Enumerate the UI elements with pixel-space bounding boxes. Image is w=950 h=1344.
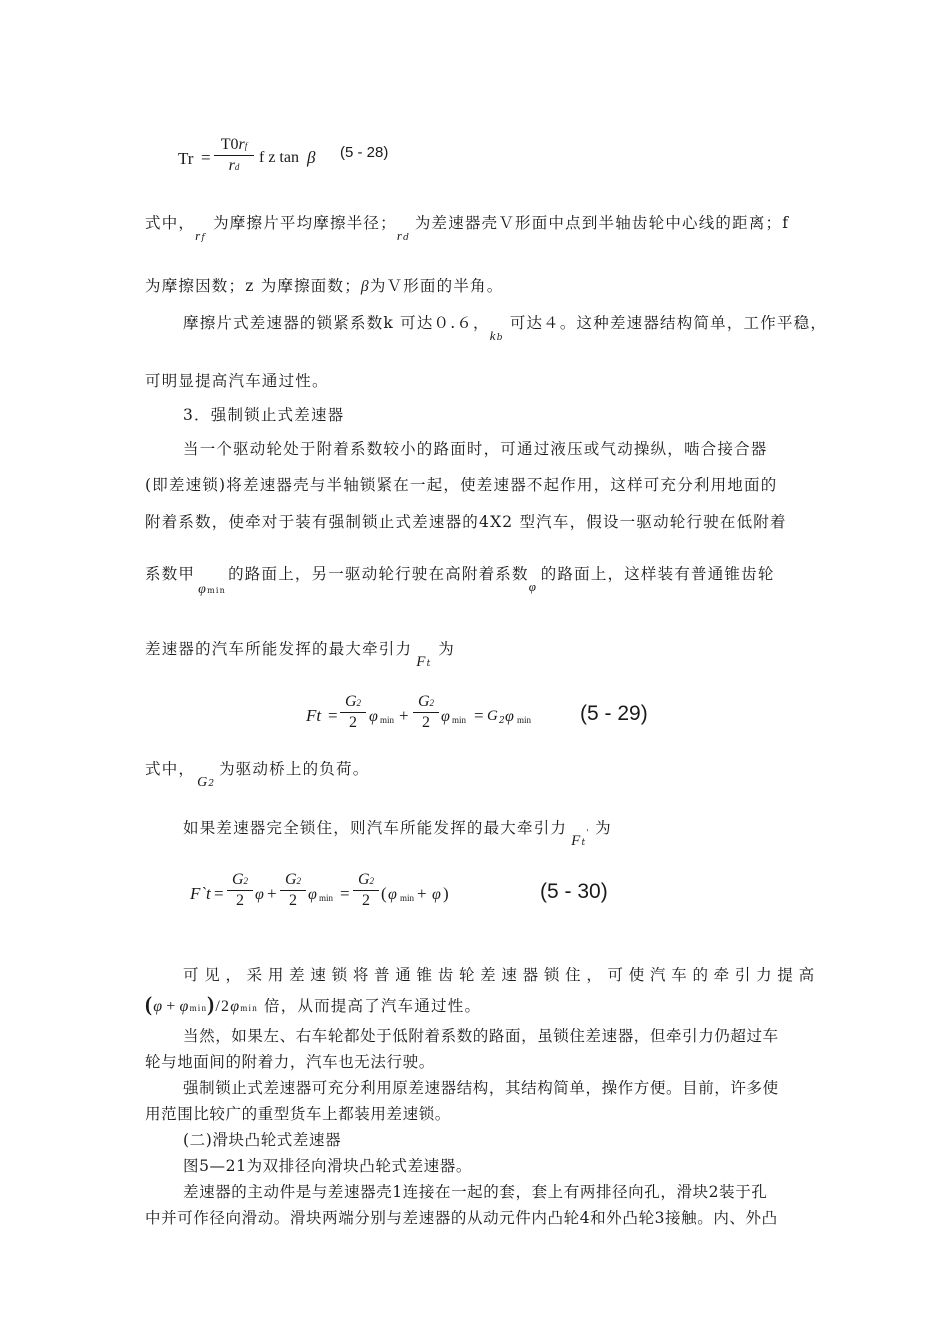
section-heading-3: 3．强制锁止式差速器 xyxy=(183,406,345,424)
eq30-frac2-bar xyxy=(280,890,306,891)
ft-sub: t xyxy=(426,659,432,669)
para9: 图5—21为双排径向滑块凸轮式差速器。 xyxy=(183,1157,472,1175)
phi-var: φ xyxy=(528,579,538,594)
eq29-min1: min xyxy=(380,715,395,725)
para3-line4 xyxy=(145,562,775,597)
phi-symbol xyxy=(529,577,541,595)
eq29-min2: min xyxy=(452,715,467,725)
eq30-frac1-bar xyxy=(227,890,253,891)
eq30-number: (5 - 30) xyxy=(540,880,608,903)
p4-text-a: 式中， xyxy=(145,760,196,778)
rd-sub: d xyxy=(403,233,411,243)
eq30-lparen: ( xyxy=(381,884,387,903)
eq30-plus: + xyxy=(267,884,277,903)
p3-l5a: 差速器的汽车所能发挥的最大牵引力 xyxy=(145,640,413,658)
eq29-lhs: Ft xyxy=(306,706,322,725)
eq30-frac1 xyxy=(227,871,253,910)
eq30-rparen: ) xyxy=(443,884,449,903)
p3-l4b: 的路面上，另一驱动轮行驶在高附着系数 xyxy=(228,565,529,583)
para10-line1: 差速器的主动件是与差速器壳1连接在一起的套，套上有两排径向孔，滑块2装于孔 xyxy=(183,1183,768,1201)
ft-symbol xyxy=(412,652,438,671)
para-g2-definition xyxy=(145,757,370,790)
p6-min2: min xyxy=(240,1003,258,1013)
ft-prime-var: F xyxy=(571,833,582,849)
eq28-equals: = xyxy=(201,148,211,167)
rd-var: r xyxy=(396,228,404,243)
para10-line2: 中并可作径向滑动。滑块两端分别与差速器的从动元件内凸轮4和外凸轮3接触。内、外凸 xyxy=(145,1209,778,1227)
para3-line2: (即差速锁)将差速器壳与半轴锁紧在一起，使差速器不起作用，这样可充分利用地面的 xyxy=(145,476,778,494)
para3-line1: 当一个驱动轮处于附着系数较小的路面时，可通过液压或气动操纵，啮合接合器 xyxy=(183,440,768,458)
p3-l4a: 系数甲 xyxy=(145,565,196,583)
ft-prime-symbol xyxy=(567,828,595,850)
ft-var: F xyxy=(416,654,427,670)
eq30-frac3 xyxy=(353,871,379,910)
eq29-frac1-den: 2 xyxy=(349,714,357,731)
para-definitions-line1 xyxy=(145,211,790,243)
g2-sub: 2 xyxy=(208,779,216,789)
eq29-phi2: φ xyxy=(441,708,450,725)
eq30-frac1-g: G xyxy=(231,871,244,888)
eq29-equals2: = xyxy=(474,706,484,725)
eq28-num-sub: f xyxy=(244,141,248,151)
eq30-frac2-g: G xyxy=(284,871,297,888)
eq29-frac2-bar xyxy=(413,712,439,713)
para8-line2: 用范围比较广的重型货车上都装用差速锁。 xyxy=(145,1105,451,1123)
phi-min-symbol xyxy=(195,579,228,598)
eq29-g3-sub: 2 xyxy=(499,716,505,726)
eq30-phi4: φ xyxy=(432,886,441,903)
p1-text-c: 为差速器壳Ｖ形面中点到半轴齿轮中心线的距离；f xyxy=(414,214,790,232)
eq28-tail: f z tan xyxy=(259,149,299,166)
eq30-frac3-den: 2 xyxy=(362,892,370,909)
p5-text-b: 为 xyxy=(595,819,612,837)
eq29-phi3: φ xyxy=(505,708,514,725)
p6-phi1: φ xyxy=(153,998,164,1015)
eq30-frac3-bar xyxy=(353,890,379,891)
eq30-frac3-gsub: 2 xyxy=(369,876,375,886)
para-definitions-line2 xyxy=(145,274,503,296)
p1b-text-b: 为Ｖ形面的半角。 xyxy=(369,277,504,295)
p6-open: ( xyxy=(145,992,154,1016)
rf-var: r xyxy=(195,228,202,243)
p4-text-b: 为驱动桥上的负荷。 xyxy=(219,760,370,778)
eq28-lhs: Tr xyxy=(178,149,194,168)
para3-line5 xyxy=(145,637,455,670)
g2-var: G xyxy=(197,775,209,790)
eq30-phi2: φ xyxy=(308,886,317,903)
rd-symbol xyxy=(397,226,415,244)
rf-sub: f xyxy=(201,233,206,243)
para6-line2 xyxy=(145,992,481,1017)
eq30-frac1-den: 2 xyxy=(236,892,244,909)
p6-plus: + xyxy=(166,998,177,1015)
eq29-min3: min xyxy=(517,715,532,725)
p1b-beta: β xyxy=(360,278,370,295)
eq29-plus: + xyxy=(399,706,409,725)
eq30-min2: min xyxy=(400,893,415,903)
p1-text-b: 为摩擦片平均摩擦半径； xyxy=(213,214,397,232)
para7-line2: 轮与地面间的附着力，汽车也无法行驶。 xyxy=(145,1053,435,1071)
p6-phi3: φ xyxy=(230,998,241,1015)
eq29-phi1: φ xyxy=(369,708,378,725)
para-locking-coefficient xyxy=(183,311,828,343)
eq29-frac2 xyxy=(413,693,439,732)
eq30-frac2-den: 2 xyxy=(289,892,297,909)
rf-symbol xyxy=(195,226,213,244)
eq29-frac1 xyxy=(340,693,366,732)
eq28-den-sub: d xyxy=(234,162,240,172)
eq29-frac1-gsub: 2 xyxy=(356,698,362,708)
eq30-plus2: + xyxy=(417,884,427,903)
eq29-g3: G xyxy=(487,708,498,724)
kb-symbol xyxy=(490,326,510,344)
p1-text-a: 式中， xyxy=(145,214,196,232)
p6-close: ) xyxy=(207,992,216,1016)
eq28-den-var: r xyxy=(228,157,235,174)
eq30-frac2 xyxy=(280,871,306,910)
eq29-frac1-bar xyxy=(340,712,366,713)
para-locked-traction xyxy=(183,816,612,849)
eq28-num-var: r xyxy=(238,136,245,153)
eq29-frac2-g: G xyxy=(417,693,430,710)
para6-line1: 可 见 ， 采 用 差 速 锁 将 普 通 锥 齿 轮 差 速 器 锁 住 ， 可 使 汽 车 的 牵 引 力 提 高 xyxy=(183,966,815,984)
para8-line1: 强制锁止式差速器可充分利用原差速器结构，其结构简单，操作方便。目前，许多使 xyxy=(183,1079,779,1097)
eq30-phi3: φ xyxy=(388,886,397,903)
eq28-fraction xyxy=(214,136,254,175)
eq30-min1: min xyxy=(319,893,334,903)
eq30-equals: = xyxy=(214,884,224,903)
p1b-text-a: 为摩擦因数；z 为摩擦面数； xyxy=(145,277,361,295)
p3-l5b: 为 xyxy=(438,640,455,658)
para7-line1: 当然，如果左、右车轮都处于低附着系数的路面，虽锁住差速器，但牵引力仍超过车 xyxy=(183,1027,779,1045)
p6-two: 2 xyxy=(221,998,231,1015)
p2-text-b: 可达４。这种差速器结构简单，工作平稳， xyxy=(509,314,828,332)
phi-min-var: φ xyxy=(198,582,208,597)
eq29-frac1-g: G xyxy=(344,693,357,710)
eq30-frac3-g: G xyxy=(357,871,370,888)
eq28-number: (5 - 28) xyxy=(340,144,389,161)
p6-slash: / xyxy=(215,998,222,1015)
eq30-phi1: φ xyxy=(255,886,264,903)
eq30-equals2: = xyxy=(340,884,350,903)
ft-prime-mark: ' xyxy=(586,828,590,837)
section-heading-2: (二)滑块凸轮式差速器 xyxy=(183,1131,342,1149)
p6-text-b: 倍，从而提高了汽车通过性。 xyxy=(264,997,482,1015)
eq30-frac2-gsub: 2 xyxy=(296,876,302,886)
eq29-number: (5 - 29) xyxy=(580,702,648,725)
p6-phi2: φ xyxy=(179,998,190,1015)
eq30-frac1-gsub: 2 xyxy=(243,876,249,886)
phi-min-sub: min xyxy=(207,586,226,595)
p5-text-a: 如果差速器完全锁住，则汽车所能发挥的最大牵引力 xyxy=(183,819,568,837)
para-locking-line2: 可明显提高汽车通过性。 xyxy=(145,372,329,390)
p6-min1: min xyxy=(189,1003,208,1013)
p3-l4c: 的路面上，这样装有普通锥齿轮 xyxy=(540,565,775,583)
eq30-lhs: F`t xyxy=(190,884,211,903)
para3-line3: 附着系数，使牵对于装有强制锁止式差速器的4X2 型汽车，假设一驱动轮行驶在低附着 xyxy=(145,513,787,531)
kb-var: k xyxy=(489,328,497,343)
kb-sub: b xyxy=(496,333,504,343)
g2-symbol xyxy=(195,772,219,791)
eq28-beta: β xyxy=(307,148,316,167)
eq29-frac2-den: 2 xyxy=(422,714,430,731)
eq28-num-main: T0 xyxy=(220,136,239,153)
eq29-equals: = xyxy=(328,706,338,725)
eq29-frac2-gsub: 2 xyxy=(429,698,435,708)
eq28-fraction-bar xyxy=(214,155,254,156)
p2-text-a: 摩擦片式差速器的锁紧系数k 可达０.６， xyxy=(183,314,490,332)
ft-prime-sub: t xyxy=(581,838,587,848)
